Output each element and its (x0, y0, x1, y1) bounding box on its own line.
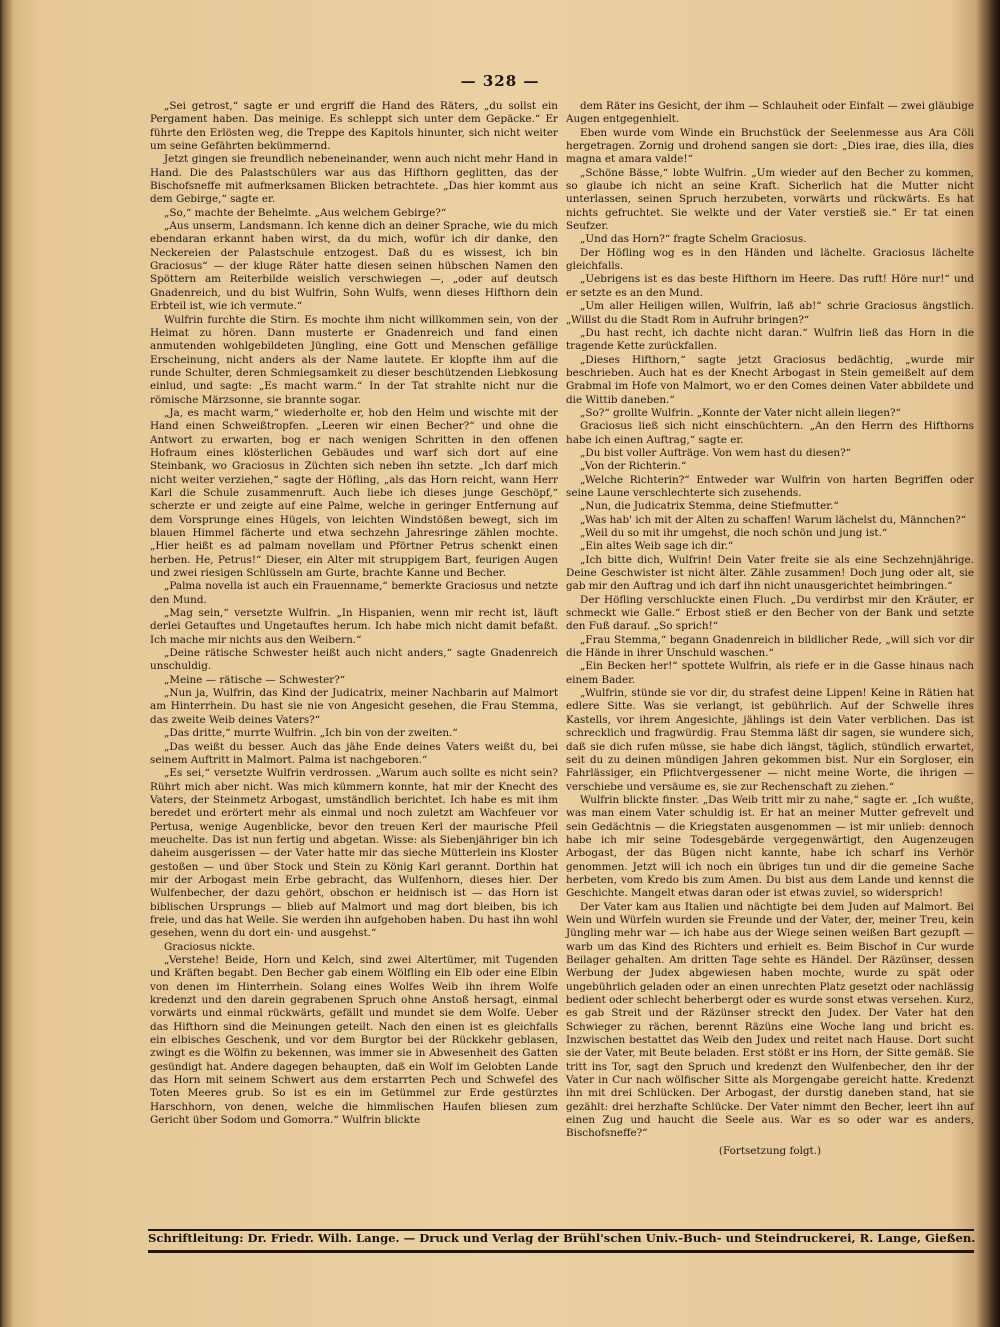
paragraph: „Mag sein,“ versetzte Wulfrin. „In Hispanien, wenn mir recht ist, läuft derlei Getauftes und Ungetauftes herum. Ich habe mich nicht damit befaßt. Ich mache mir nichts aus den Weibern.“ (150, 607, 558, 646)
paragraph: „Ja, es macht warm,“ wiederholte er, hob den Helm und wischte mit der Hand einen Schweißtropfen. „Leeren wir einen Becher?“ und ohne die Antwort zu erwarten, bog er nach wenigen Schritten in den offenen Hofraum eines klösterlichen Gebäudes und warf sich dort auf eine Steinbank, wo Graciosus in Züchten sich neben ihn setzte. „Ich darf mich nicht weiter verziehen,“ sagte der Höfling, „als das Horn reicht, wann Herr Karl die Schule zusammenruft. Auch liebe ich dieses junge Geschöpf,“ scherzte er und zeigte auf eine Palme, welche in geringer Entfernung auf dem Vorsprunge eines Hügels, von leichten Windstößen bewegt, sich im blauen Himmel fächerte und etwa sechzehn Jahresringe zählen mochte. „Hier heißt es ad palmam novellam und Pförtner Petrus schenkt einen herben. He, Petrus!“ Dieser, ein Alter mit struppigem Bart, feurigen Augen und zwei riesigen Schlüsseln am Gurte, brachte Kanne und Becher. (150, 406, 558, 580)
paragraph: „So,“ machte der Behelmte. „Aus welchem Gebirge?“ (164, 206, 447, 219)
paragraph: „Wulfrin, stünde sie vor dir, du strafest deine Lippen! Keine in Rätien hat edlere Sitte. Was sie verlangt, ist gebührlich. Auf der Schwelle ihres Kastells, vor ihrem Angesichte, jählings ist dein Vater verblichen. Das ist schrecklich und fragwürdig. Frau Stemma läßt dir sagen, sie wundere sich, daß sie dich rufen müsse, sie habe dich längst, täglich, stündlich erwartet, seit du zu deinen mündigen Jahren gekommen bist. Nur ein Sorgloser, ein Fahrlässiger, ein Pflichtvergessener — nicht meine Worte, die ihrigen — verschiebe und versäume es, sie zur Rechenschaft zu ziehen.“ (566, 687, 974, 793)
paragraph: „Deine rätische Schwester heißt auch nicht anders,“ sagte Gnadenreich unschuldig. (150, 647, 558, 673)
right-column (566, 100, 974, 1158)
paragraph: „Welche Richterin?“ Entweder war Wulfrin von harten Begriffen oder seine Laune verschlechterte sich zusehends. (566, 473, 974, 499)
imprint-footer: Schriftleitung: Dr. Friedr. Wilh. Lange. — Druck und Verlag der Brühl'schen Univ.-Buch- und Steindruckerei, R. Lange, Gießen. (148, 1231, 976, 1245)
paragraph: „So?“ grollte Wulfrin. „Konnte der Vater nicht allein liegen?“ (580, 406, 901, 419)
paragraph: „Aus unserm, Landsmann. Ich kenne dich an deiner Sprache, wie du mich ebendaran erkannt haben wirst, da du mich, wofür ich dir danke, den Neckereien der Palastschule entzogest. Daß du es wissest, ich bin Graciosus“ — der kluge Räter hatte diesen seinen hübschen Namen den Spöttern am Reiterbilde weislich verschwiegen —, „oder auf deutsch Gnadenreich, und du bist Wulfrin, Sohn Wulfs, wenn dieses Hifthorn dein Erbteil ist, wie ich vermute.“ (150, 220, 558, 313)
paragraph: Graciosus ließ sich nicht einschüchtern. „An den Herrn des Hifthorns habe ich einen Auftrag,“ sagte er. (566, 420, 974, 446)
paragraph: Der Vater kam aus Italien und nächtigte bei dem Juden auf Malmort. Bei Wein und Würfeln wurden sie Freunde und der Vater, der, meiner Treu, kein Jüngling mehr war — ich habe aus der Wiege seinen weißen Bart gezupft — warb um das Kind des Richters und erhielt es. Beim Bischof in Cur wurde Beilager gehalten. Am dritten Tage sehte es Händel. Der Räzünser, dessen Werbung der Judex abgewiesen haben mochte, wurde zu spät oder ungebührlich geladen oder an einen unrechten Platz gesetzt oder nachlässig bedient oder schlecht beherbergt oder es wurde sonst etwas versehen. Kurz, es gab Streit und der Räzünser streckt den Judex. Der Vater hat den Schwieger zu rächen, berennt Räzüns eine Woche lang und bricht es. Inzwischen bestattet das Weib den Judex und reitet nach Hause. Dort sucht sie der Vater, mit Beute beladen. Erst stößt er ins Horn, der Sitte gemäß. Sie tritt ins Tor, sagt den Spruch und kredenzt den Wulfenbecher, den ihr der Vater in Cur nach wölfischer Sitte als Morgengabe gereicht hatte. Kredenzt ihn mit drei Schlücken. Der Arbogast, der durstig daneben stand, hat sie gezählt: drei herzhafte Schlücke. Der Vater nimmt den Becher, leert ihn auf einen Zug und haucht die Seele aus. War es so oder war es anders, Bischofsneffe?“ (566, 900, 974, 1140)
paragraph: „Du hast recht, ich dachte nicht daran.“ Wulfrin ließ das Horn in die tragende Kette zurückfallen. (566, 326, 974, 353)
paragraph: „Und das Horn?“ fragte Schelm Graciosus. (580, 233, 807, 246)
paragraph: „Das weißt du besser. Auch das jähe Ende deines Vaters weißt du, bei seinem Auftritt in Malmort. Palma ist nachgeboren.“ (150, 740, 558, 766)
paragraph: Graciosus nickte. (164, 940, 256, 953)
paragraph: „Ein altes Weib sage ich dir.“ (580, 540, 734, 553)
footer-rule-bottom (148, 1250, 974, 1253)
paragraph: Eben wurde vom Winde ein Bruchstück der Seelenmesse aus Ara Cöli hergetragen. Zornig und drohend sangen sie dort: „Dies irae, dies illa, dies magna et amara valde!“ (566, 126, 974, 166)
paragraph: „Weil du so mit ihr umgehst, die noch schön und jung ist.“ (580, 527, 888, 539)
paragraph: „Sei getrost,“ sagte er und ergriff die Hand des Räters, „du sollst ein Pergament haben. Das meinige. Es schleppt sich unter dem Gepäcke.“ Er führte den Erlösten weg, die Treppe des Kapitols hinunter, sich nicht weiter um seine Gefährten bekümmernd. (150, 100, 558, 153)
paragraph: „Ein Becken her!“ spottete Wulfrin, als riefe er in die Gasse hinaus nach einem Bader. (566, 660, 974, 686)
paragraph: Wulfrin blickte finster. „Das Weib tritt mir zu nahe,“ sagte er. „Ich wußte, was man einem Vater schuldig ist. Er hat an meiner Mutter gefrevelt und sein Gedächtnis — die Kriegstaten ausgenommen — ist mir unlieb: dennoch habe ich mir seine Todesgebärde vergegenwärtigt, den Augenzeugen Arbogast, der das Bügen nicht kannte, habe ich scharf ins Verhör genommen. Jetzt will ich noch ein übriges tun und dir die gemeine Sache herbeten, vom Kredo bis zum Amen. Du bist aus dem Lande und kennst die Geschichte. Mangelt etwas daran oder ist etwas zuviel, so widersprich! (566, 793, 974, 900)
left-column (150, 100, 558, 1127)
paragraph: „Das dritte,“ murrte Wulfrin. „Ich bin von der zweiten.“ (164, 727, 458, 740)
paragraph: „Was hab' ich mit der Alten zu schaffen! Warum lächelst du, Männchen?“ (580, 513, 967, 526)
paragraph: „Dieses Hifthorn,“ sagte jetzt Graciosus bedächtig, „wurde mir beschrieben. Auch hat es der Knecht Arbogast in Stein gemeißelt auf dem Grabmal im Hofe von Malmort, wo er den Comes deinen Vater abbildete und die Wittib daneben.“ (566, 353, 974, 406)
paragraph: Wulfrin furchte die Stirn. Es mochte ihm nicht willkommen sein, von der Heimat zu hören. Dann musterte er Gnadenreich und fand einen anmutenden wohlgebildeten Jüngling, eine Gott und Menschen gefällige Erscheinung, nicht anders als der Name lautete. Er klopfte ihm auf die runde Schulter, deren Schmiegsamkeit zu dieser beschützenden Liebkosung einlud, und sagte: „Es macht warm.“ In der Tat strahlte nicht nur die römische Märzsonne, sie brannte sogar. (150, 313, 558, 406)
paragraph: „Meine — rätische — Schwester?“ (164, 673, 346, 686)
paragraph: „Frau Stemma,“ begann Gnadenreich in bildlicher Rede, „will sich vor dir die Hände in ihrer Unschuld waschen.“ (566, 633, 974, 660)
paragraph: „Von der Richterin.“ (580, 460, 687, 473)
continuation-note: (Fortsetzung folgt.) (718, 1144, 822, 1157)
page-number: — 328 — (460, 72, 540, 90)
paragraph: „Ich bitte dich, Wulfrin! Dein Vater freite sie als eine Sechzehnjährige. Deine Geschwister ist nicht älter. Zähle zusammen! Doch jung oder alt, sie gab mir den Auftrag und ich darf ihn nicht unausgerichtet heimbringen.“ (566, 553, 974, 593)
paragraph: „Nun ja, Wulfrin, das Kind der Judicatrix, meiner Nachbarin auf Malmort am Hinterrhein. Du hast sie nie von Angesicht gesehen, die Frau Stemma, das zweite Weib deines Vaters?“ (150, 687, 558, 726)
paragraph: dem Räter ins Gesicht, der ihm — Schlauheit oder Einfalt — zwei gläubige Augen entgegenhielt. (566, 100, 974, 126)
paragraph: Jetzt gingen sie freundlich nebeneinander, wenn auch nicht mehr Hand in Hand. Die des Palastschülers war aus das Hifthorn geglitten, das der Bischofsneffe mit aufmerksamen Blicken betrachtete. „Das hier kommt aus dem Gebirge,“ sagte er. (150, 153, 558, 206)
paragraph: Der Höfling verschluckte einen Fluch. „Du verdirbst mir den Kräuter, er schmeckt wie Galle.“ Erbost stieß er den Becher von der Bank und setzte den Fuß darauf. „So sprich!“ (566, 593, 974, 633)
paragraph: Der Höfling wog es in den Händen und lächelte. Graciosus lächelte gleichfalls. (566, 246, 974, 273)
paragraph: „Es sei,“ versetzte Wulfrin verdrossen. „Warum auch sollte es nicht sein? Rührt mich aber nicht. Was mich kümmern konnte, hat mir der Knecht des Vaters, der Steinmetz Arbogast, umständlich berichtet. Ich habe es mit ihm beredet und erörtert mehr als einmal und noch zuletzt am Wachfeuer vor Pertusa, wenige Augenblicke, bevor den treuen Kerl der maurische Pfeil meuchelte. Das ist nun fertig und abgetan. Wisse: als Siebenjähriger bin ich daheim ausgerissen — der Vater hatte mir das sieche Mütterlein ins Kloster gestoßen — und über Stock und Stein zu König Karl gerannt. Dorthin hat mir der Arbogast mein Erbe gebracht, das Wulfenhorn, dieses hier. Der Wulfenbecher, der dazu gehört, obschon er heidnisch ist — das Horn ist biblischen Ursprungs — blieb auf Malmort und mag dort bleiben, bis ich freie, und das hat Weile. Sie werden ihn aufgehoben haben. Du hast ihn wohl gesehen, wenn du dort ein- und ausgehst.“ (150, 767, 558, 940)
page-binding-shadow (978, 0, 1000, 1327)
paragraph: „Nun, die Judicatrix Stemma, deine Stiefmutter.“ (580, 500, 839, 513)
paragraph: „Um aller Heiligen willen, Wulfrin, laß ab!“ schrie Graciosus ängstlich. „Willst du die Stadt Rom in Aufruhr bringen?“ (566, 300, 974, 326)
paragraph: „Palma novella ist auch ein Frauenname,“ bemerkte Graciosus und netzte den Mund. (150, 580, 558, 606)
paragraph: „Schöne Bässe,“ lobte Wulfrin. „Um wieder auf den Becher zu kommen, so glaube ich nicht an seine Kraft. Sicherlich hat die Mutter nicht unterlassen, seinen Spruch herzubeten, vorwärts und rückwärts. Es hat nichts gefruchtet. Sie welkte und der Vater verstieß sie.“ Er tat einen Seufzer. (566, 166, 974, 233)
paragraph: „Verstehe! Beide, Horn und Kelch, sind zwei Altertümer, mit Tugenden und Kräften begabt. Den Becher gab einem Wölfling ein Elb oder eine Elbin von denen im Hinterrhein. Solang eines Wolfes Weib ihn ihrem Wolfe kredenzt und den darein gegrabenen Spruch ohne Anstoß hersagt, einmal vorwärts und einmal rückwärts, gefällt und mundet sie dem Wolfe. Ueber das Hifthorn sind die Meinungen geteilt. Nach den einen ist es gleichfalls ein elbisches Geschenk, und vor dem Burgtor bei der Rückkehr geblasen, zwingt es die Wölfin zu bekennen, was immer sie in Abwesenheit des Gatten gesündigt hat. Andere dagegen behaupten, daß ein Wolf im Gelobten Lande das Horn mit seinem Schwert aus dem erstarrten Pech und Schwefel des Toten Meeres grub. So ist es ein im Getümmel zur Erde gestürztes Harschhorn, von denen, welche die himmlischen Haufen bliesen zum Gericht über Sodom und Gomorra.“ Wulfrin blickte (150, 954, 558, 1127)
paragraph: „Du bist voller Aufträge. Von wem hast du diesen?“ (580, 446, 851, 459)
paragraph: „Uebrigens ist es das beste Hifthorn im Heere. Das ruft! Höre nur!“ und er setzte es an den Mund. (566, 273, 974, 299)
